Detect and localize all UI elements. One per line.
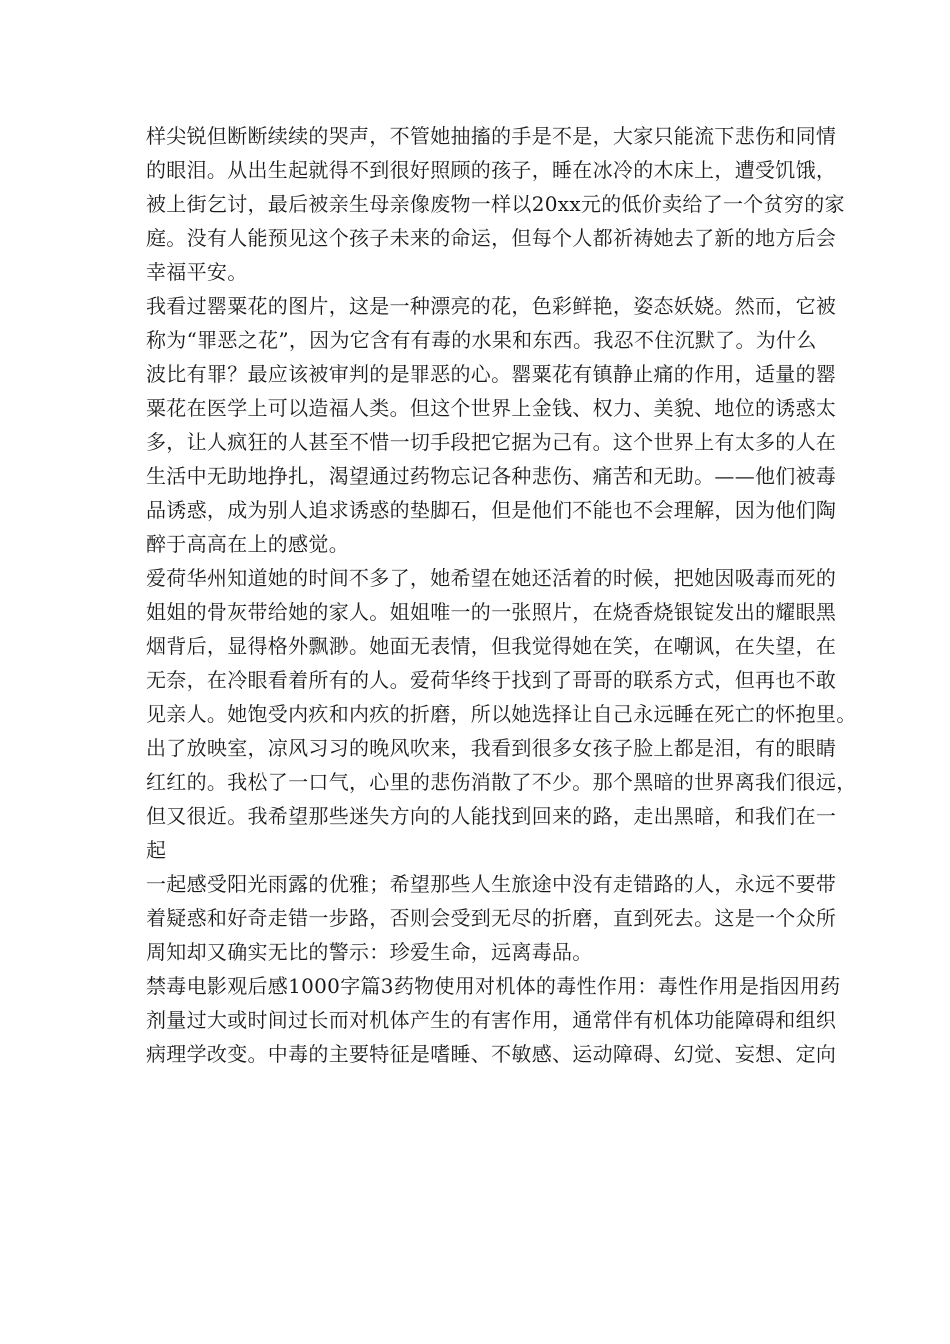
text-line: 称为“罪恶之花”，因为它含有有毒的水果和东西。我忍不住沉默了。为什么 (146, 328, 817, 352)
text-line: 出了放映室，凉风习习的晚风吹来，我看到很多女孩子脸上都是泪，有的眼睛 (146, 736, 837, 760)
text-line: 病理学改变。中毒的主要特征是嗜睡、不敏感、运动障碍、幻觉、妄想、定向 (146, 1042, 837, 1066)
text-line: 多，让人疯狂的人甚至不惜一切手段把它据为己有。这个世界上有太多的人在 (146, 430, 837, 454)
text-line: 姐姐的骨灰带给她的家人。姐姐唯一的一张照片，在烧香烧银锭发出的耀眼黑 (146, 600, 837, 624)
text-line: 爱荷华州知道她的时间不多了，她希望在她还活着的时候，把她因吸毒而死的 (146, 566, 837, 590)
text-line: 生活中无助地挣扎，渴望通过药物忘记各种悲伤、痛苦和无助。——他们被毒 (146, 464, 837, 488)
text-line: 烟背后，显得格外飘渺。她面无表情，但我觉得她在笑，在嘲讽，在失望，在 (146, 634, 837, 658)
text-line: 起 (146, 838, 167, 862)
text-line: 但又很近。我希望那些迷失方向的人能找到回来的路，走出黑暗，和我们在一 (146, 804, 837, 828)
text-line: 醉于高高在上的感觉。 (146, 532, 349, 556)
text-line: 剂量过大或时间过长而对机体产生的有害作用，通常伴有机体功能障碍和组织 (146, 1008, 837, 1032)
text-line: 的眼泪。从出生起就得不到很好照顾的孩子，睡在冰冷的木床上，遭受饥饿， (146, 158, 837, 182)
text-line: 幸福平安。 (146, 260, 248, 284)
text-line: 红红的。我松了一口气，心里的悲伤消散了不少。那个黑暗的世界离我们很远， (146, 770, 857, 794)
text-line: 周知却又确实无比的警示：珍爱生命，远离毒品。 (146, 940, 593, 964)
text-line: 一起感受阳光雨露的优雅；希望那些人生旅途中没有走错路的人，永远不要带 (146, 872, 837, 896)
text-line: 样尖锐但断断续续的哭声，不管她抽搐的手是不是，大家只能流下悲伤和同情 (146, 124, 837, 148)
text-line: 被上街乞讨，最后被亲生母亲像废物一样以20xx元的低价卖给了一个贫穷的家 (146, 192, 845, 216)
text-line: 庭。没有人能预见这个孩子未来的命运，但每个人都祈祷她去了新的地方后会 (146, 226, 837, 250)
body-text (146, 119, 857, 1071)
text-line: 波比有罪？最应该被审判的是罪恶的心。罂粟花有镇静止痛的作用，适量的罂 (146, 362, 837, 386)
text-line: 品诱惑，成为别人追求诱惑的垫脚石，但是他们不能也不会理解，因为他们陶 (146, 498, 837, 522)
text-line: 禁毒电影观后感1000字篇3药物使用对机体的毒性作用：毒性作用是指因用药 (146, 974, 841, 998)
text-line: 粟花在医学上可以造福人类。但这个世界上金钱、权力、美貌、地位的诱惑太 (146, 396, 837, 420)
text-line: 见亲人。她饱受内疚和内疚的折磨，所以她选择让自己永远睡在死亡的怀抱里。 (146, 702, 857, 726)
text-line: 我看过罂粟花的图片，这是一种漂亮的花，色彩鲜艳，姿态妖娆。然而，它被 (146, 294, 837, 318)
text-line: 无奈，在冷眼看着所有的人。爱荷华终于找到了哥哥的联系方式，但再也不敢 (146, 668, 837, 692)
text-line: 着疑惑和好奇走错一步路，否则会受到无尽的折磨，直到死去。这是一个众所 (146, 906, 837, 930)
